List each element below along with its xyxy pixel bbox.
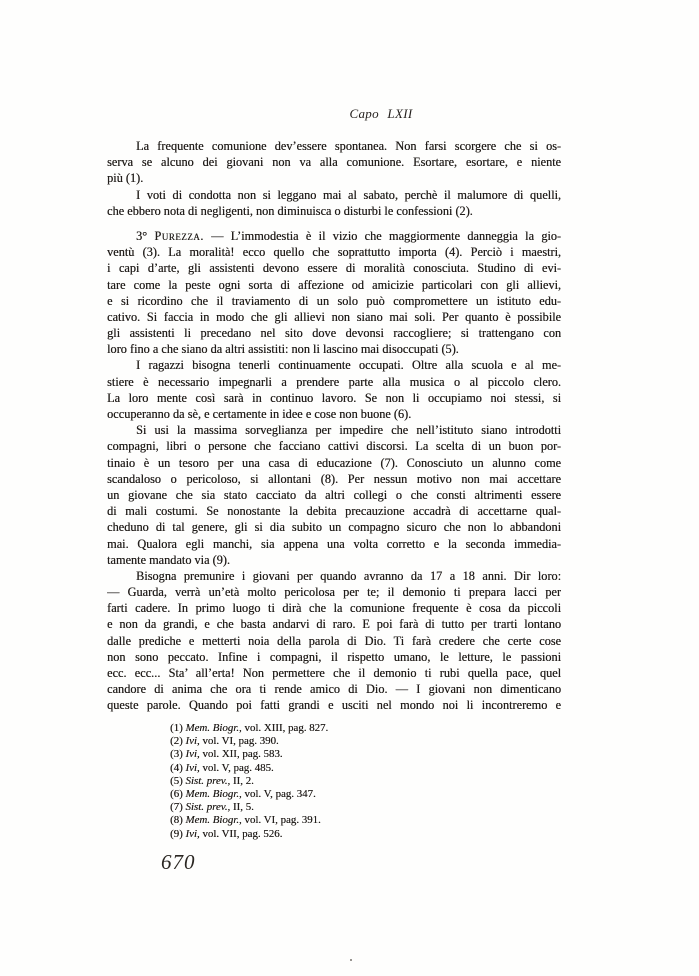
footnote-reference: vol. V, pag. 485. bbox=[199, 761, 274, 774]
text-line: tinaio è un tesoro per una casa di educazione (7). Conosciuto un alunno come bbox=[107, 455, 561, 470]
paragraph bbox=[107, 568, 561, 714]
footnote bbox=[170, 801, 530, 814]
paragraph bbox=[107, 187, 561, 219]
footnote bbox=[170, 788, 530, 801]
footnote-reference: vol. V, pag. 347. bbox=[241, 787, 316, 800]
footnote-source: Ivi, bbox=[185, 761, 200, 774]
footnote-marker: (2) bbox=[170, 735, 183, 748]
text-line: scandaloso o pericoloso, si allontani (8). Per nessun motivo non mai accettare bbox=[107, 471, 561, 486]
text-line: — Guarda, verrà un’età molto pericolosa per te; il demonio ti prepara lacci per bbox=[107, 585, 561, 600]
paragraph bbox=[107, 422, 561, 568]
text-line: i capi d’arte, gli assistenti devono essere di moralità conosciuta. Studino di evi- bbox=[107, 261, 561, 276]
footnote bbox=[170, 814, 530, 827]
text-line: I voti di condotta non si leggano mai al sabato, perchè il malumore di quelli, bbox=[136, 187, 561, 202]
footnote-source: Sist. prev., bbox=[185, 774, 231, 787]
text-line: gli assistenti li precedano nel sito dove devonsi raccogliere; si trattengano con bbox=[107, 326, 561, 341]
footnote-reference: vol. XIII, pag. 827. bbox=[241, 722, 329, 734]
running-head: Capo LXII bbox=[349, 106, 413, 121]
text-line: serva se alcuno dei giovani non va alla comunione. Esortare, esortare, e niente bbox=[107, 155, 561, 170]
text-line: un giovane che sia stato cacciato da altri collegi o che consti altrimenti essere bbox=[107, 487, 561, 502]
text-line: La loro mente così sarà in continuo lavoro. Se non li occupiamo noi stessi, si bbox=[107, 390, 561, 405]
paragraph bbox=[107, 357, 561, 422]
text-line: farti cadere. In primo luogo ti dirà che la comunione frequente è cosa da piccoli bbox=[107, 601, 561, 616]
footnote-marker: (1) bbox=[170, 722, 183, 734]
text-line: mai. Qualora egli manchi, sia appena una volta corretto e la seconda immedia- bbox=[107, 536, 561, 551]
text-line: dalle prediche e metterti noia della parola di Dio. Ti farà credere che certe cose bbox=[107, 633, 561, 648]
footnote bbox=[170, 722, 530, 735]
text-line: cativo. Si faccia in modo che gli allievi non siano mai soli. Per quanto è possibile bbox=[107, 309, 561, 324]
text-line: Si usi la massima sorveglianza per impedire che nell’istituto siano introdotti bbox=[136, 423, 561, 438]
text-line: di mali costumi. Se nonostante la debita precauzione accadrà di accettarne qual- bbox=[107, 504, 561, 519]
text-line: ventù (3). La moralità! ecco quello che soprattutto importa (4). Perciò i maestri, bbox=[107, 245, 561, 260]
text-line: e si ricordino che il traviamento di un solo può compromettere un istituto edu- bbox=[107, 293, 561, 308]
text-line: 3° Purezza. — L’immodestia è il vizio che maggiormente danneggia la gio- bbox=[136, 228, 561, 243]
text-line: e non da grandi, e che basta andarvi di raro. E poi farà di tutto per trarti lontano bbox=[107, 617, 561, 632]
text-line: La frequente comunione dev’essere spontanea. Non farsi scorgere che si os- bbox=[136, 139, 561, 153]
footnote bbox=[170, 762, 530, 775]
footnote bbox=[170, 748, 530, 761]
text-line: tare come la peste ogni sorta di affezione od amicizie particolari con gli allievi, bbox=[107, 277, 561, 292]
footnote-reference: vol. XII, pag. 583. bbox=[199, 748, 283, 761]
footnote-source: Mem. Biogr., bbox=[185, 722, 242, 734]
paragraph bbox=[107, 228, 561, 358]
text-line: cheduno di tal genere, gli si dia subito un compagno sicuro che non lo abbandoni bbox=[107, 520, 561, 535]
footnote-marker: (4) bbox=[170, 761, 183, 774]
footnote bbox=[170, 775, 530, 788]
text-line: I ragazzi bisogna tenerli continuamente occupati. Oltre alla scuola e al me- bbox=[136, 358, 561, 373]
footnote-marker: (9) bbox=[170, 827, 183, 840]
footnote-marker: (5) bbox=[170, 774, 183, 787]
footnote-reference: vol. VII, pag. 526. bbox=[199, 827, 283, 840]
footnote-source: Mem. Biogr., bbox=[185, 787, 242, 800]
footnote-marker: (3) bbox=[170, 748, 183, 761]
footnote-reference: II, 2. bbox=[230, 774, 254, 787]
text-line: compagni, libri o persone che facciano cattivi discorsi. La scelta di un buon por- bbox=[107, 439, 561, 454]
text-line: tamente mandato via (9). bbox=[107, 552, 230, 567]
text-line: non sono peccato. Infine i compagni, il rispetto umano, le letture, le passioni bbox=[107, 649, 561, 664]
section-title: Purezza. bbox=[154, 228, 204, 243]
footnote-marker: (8) bbox=[170, 814, 183, 827]
footnote-source: Mem. Biogr., bbox=[185, 814, 242, 827]
footnotes bbox=[170, 722, 530, 841]
footnote-source: Ivi, bbox=[185, 748, 200, 761]
body-text bbox=[107, 138, 561, 714]
text-line: stiere è necessario impegnarli a prendere parte alla musica o al piccolo clero. bbox=[107, 374, 561, 389]
footnote-source: Ivi, bbox=[185, 827, 200, 840]
page-number: 670 bbox=[161, 850, 196, 874]
footnote-marker: (7) bbox=[170, 801, 183, 814]
footnote-source: Sist. prev., bbox=[185, 801, 231, 814]
scan-speckle bbox=[350, 959, 352, 961]
text-line: ecc. ecc... Sta’ all’erta! Non permettere che il demonio ti rubi quella pace, quel bbox=[107, 666, 561, 680]
footnote-marker: (6) bbox=[170, 787, 183, 800]
footnote-source: Ivi, bbox=[185, 735, 200, 748]
footnote-reference: vol. VI, pag. 391. bbox=[241, 814, 321, 827]
text-line: più (1). bbox=[107, 171, 144, 186]
footnote bbox=[170, 735, 530, 748]
text-line: candore di anima che ora ti rende amico di Dio. — I giovani non dimenticano bbox=[107, 682, 561, 697]
text-line: occuperanno da sè, e certamente in idee e cose non buone (6). bbox=[107, 407, 412, 421]
text-line: loro fino a che siano da altri assistiti: non li lascino mai disoccupati (5). bbox=[107, 342, 459, 357]
footnote-reference: vol. VI, pag. 390. bbox=[199, 735, 279, 748]
text-line: Bisogna premunire i giovani per quando avranno da 17 a 18 anni. Dir loro: bbox=[136, 568, 561, 583]
paragraph bbox=[107, 138, 561, 187]
text-line: che ebbero nota di negligenti, non diminuisca o disturbi le confessioni (2). bbox=[107, 203, 473, 218]
footnote-reference: II, 5. bbox=[230, 801, 254, 814]
footnote bbox=[170, 828, 530, 841]
text-line: queste parole. Quando poi fatti grandi e usciti nel mondo noi li incontreremo e bbox=[107, 698, 561, 713]
section-number: 3° bbox=[136, 228, 155, 243]
